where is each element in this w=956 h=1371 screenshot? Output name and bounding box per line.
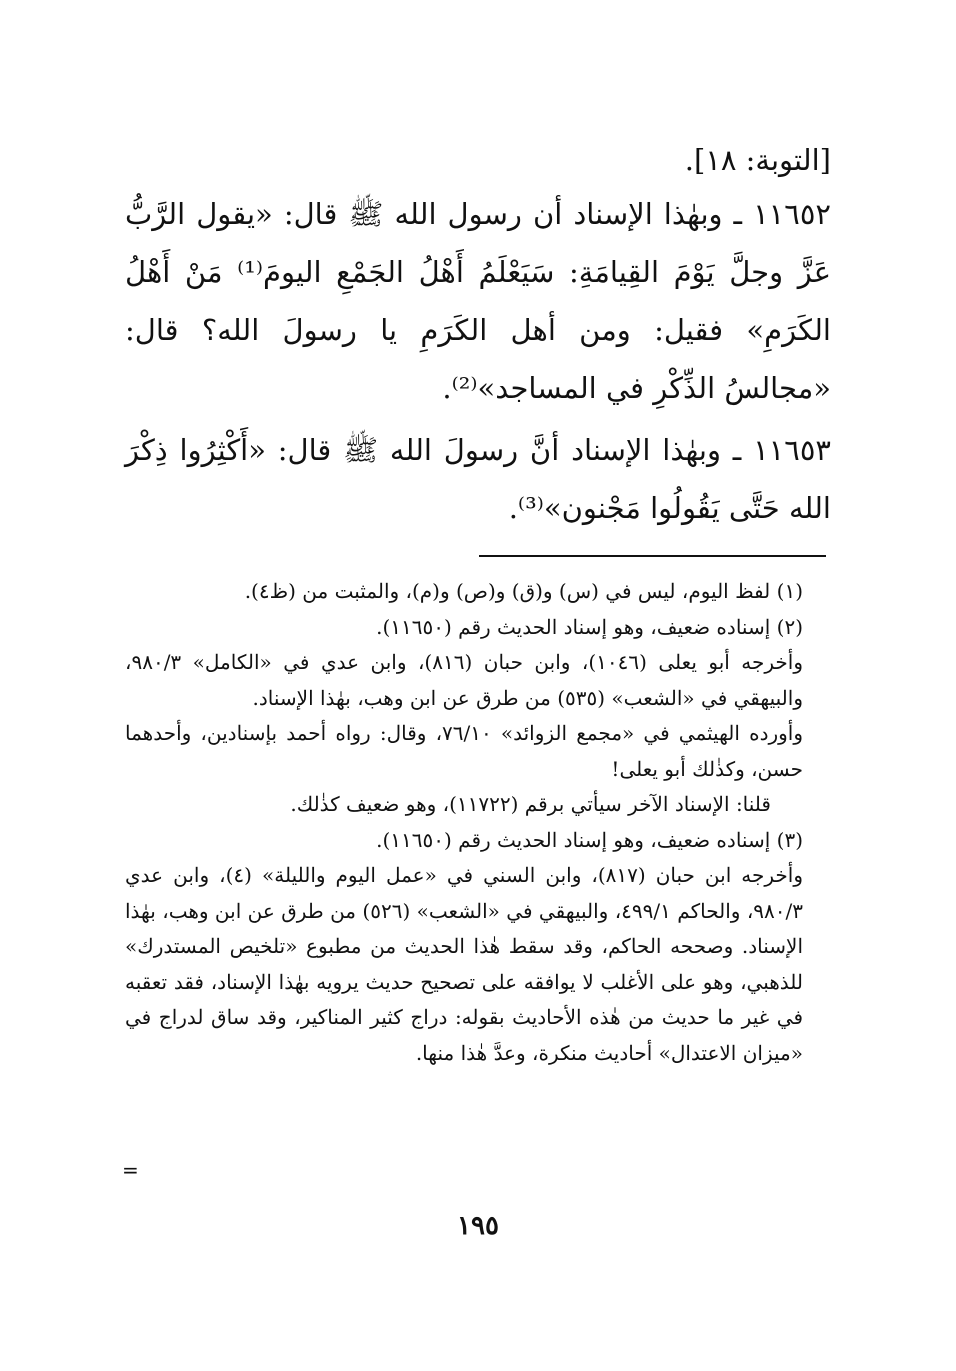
footnote-2-takhrij: وأخرجه أبو يعلى (١٠٤٦)، وابن حبان (٨١٦)، وابن عدي في «الكامل» ٩٨٠/٣، والبيهقي في «الشعب» (٥٣٥) من طرق عن ابن وهب، بهٰذا الإسناد.: [125, 650, 803, 710]
footnote-3-takhrij: وأخرجه ابن حبان (٨١٧)، وابن السني في «عمل اليوم والليلة» (٤)، وابن عدي ٩٨٠/٣، والحاكم ٤٩٩/١، والبيهقي في «الشعب» (٥٢٦) من طرق عن ابن وهب، بهٰذا الإسناد. وصححه الحاكم، وقد سقط هٰذا الحديث من مطبوع «تلخيص المستدرك» للذهبي، وهو على الأغلب لا يوافقه على تصحيح حديث يرويه بهٰذا الإسناد، فقد تعقبه في غير ما حديث من هٰذه الأحاديث بقوله: دراج كثير المناكير، وقد ساق لدراج في «ميزان الاعتدال» أحاديث منكرة، وعدَّ هٰذا منها.: [125, 863, 803, 1065]
hadith-11653: ١١٦٥٣ ـ وبهٰذا الإسناد أنَّ رسولَ الله ﷺ قال: «أَكْثِرُوا ذِكْرَ الله حَتَّى يَقُولُوا مَجْنون»⁽³⁾.: [125, 433, 831, 525]
main-text: [125, 135, 831, 537]
page-number: ١٩٥: [457, 1211, 499, 1241]
footnotes: [125, 574, 831, 1071]
footnote-1: (١) لفظ اليوم، ليس في (س) و(ق) و(ص) و(م)، والمثبت من (ظ٤).: [244, 579, 803, 603]
footnote-3: (٣) إسناده ضعيف، وهو إسناد الحديث رقم (١١٦٥٠).: [376, 827, 803, 852]
footnote-2-comment: قلنا: الإسناد الآخر سيأتي برقم (١١٧٢٢)، وهو ضعيف كذٰلك.: [290, 792, 771, 816]
footnote-2-haythami: وأورده الهيثمي في «مجمع الزوائد» ٧٦/١٠، وقال: رواه أحمد بإسنادين، وأحدهما حسن، وكذٰلك أبو يعلى!: [125, 721, 804, 781]
footnote-2: (٢) إسناده ضعيف، وهو إسناد الحديث رقم (١١٦٥٠).: [376, 614, 803, 639]
footnote-separator: [479, 555, 826, 557]
hadith-11652: ١١٦٥٢ ـ وبهٰذا الإسناد أن رسول الله ﷺ قال: «يقول الرَّبُّ عَزَّ وجلَّ يَوْمَ القِيامَةِ: سَيَعْلَمُ أَهْلُ الجَمْعِ اليومَ⁽¹⁾ مَنْ أَهْلُ الكَرَمِ» فقيل: ومن أهل الكَرَمِ يا رسولَ الله؟ قال: «مجالسُ الذِّكْرِ في المساجد»⁽²⁾.: [125, 197, 831, 405]
ayah-reference: [التوبة: ١٨].: [684, 143, 831, 177]
continuation-mark: =: [122, 1158, 139, 1182]
